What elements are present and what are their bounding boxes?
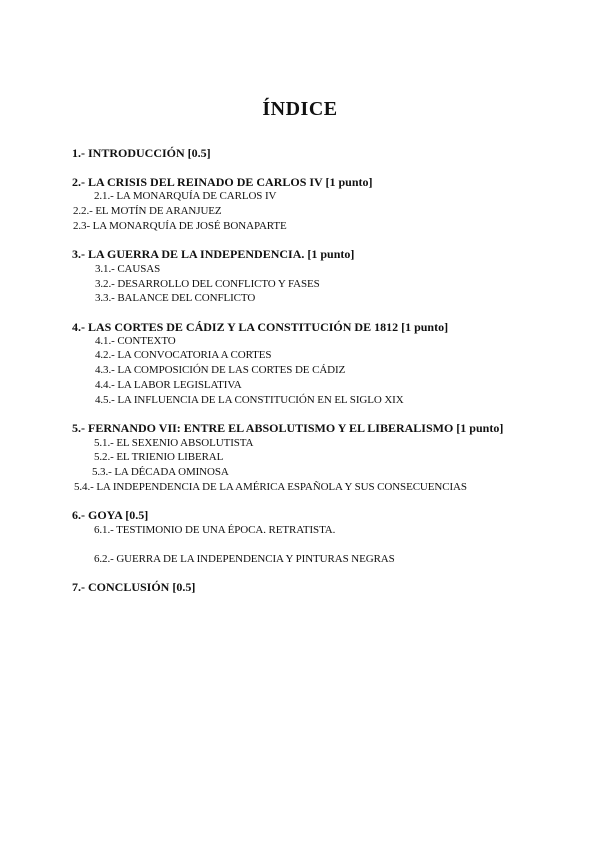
toc-subsection-2-3: 2.3- LA MONARQUÍA DE JOSÉ BONAPARTE [73,220,287,232]
toc-subsection-3-3: 3.3.- BALANCE DEL CONFLICTO [95,292,256,304]
toc-subsection-3-2: 3.2.- DESARROLLO DEL CONFLICTO Y FASES [95,278,320,290]
toc-section-7: 7.- CONCLUSIÓN [0.5] [72,580,196,594]
toc-subsection-6-2: 6.2.- GUERRA DE LA INDEPENDENCIA Y PINTURAS NEGRAS [94,553,395,565]
toc-subsection-4-2: 4.2.- LA CONVOCATORIA A CORTES [95,349,272,361]
toc-subsection-5-4: 5.4.- LA INDEPENDENCIA DE LA AMÉRICA ESPAÑOLA Y SUS CONSECUENCIAS [74,481,467,493]
toc-section-1: 1.- INTRODUCCIÓN [0.5] [72,146,211,160]
page-title: ÍNDICE [262,98,338,120]
toc-subsection-4-4: 4.4.- LA LABOR LEGISLATIVA [95,379,242,391]
toc-subsection-3-1: 3.1.- CAUSAS [95,263,161,275]
toc-section-3: 3.- LA GUERRA DE LA INDEPENDENCIA. [1 punto] [72,247,355,261]
toc-subsection-2-1: 2.1.- LA MONARQUÍA DE CARLOS IV [94,190,277,202]
toc-subsection-5-1: 5.1.- EL SEXENIO ABSOLUTISTA [94,437,254,449]
toc-section-6: 6.- GOYA [0.5] [72,508,149,522]
toc-section-2: 2.- LA CRISIS DEL REINADO DE CARLOS IV [1 punto] [72,175,373,189]
toc-subsection-4-3: 4.3.- LA COMPOSICIÓN DE LAS CORTES DE CÁDIZ [95,364,346,376]
toc-subsection-5-2: 5.2.- EL TRIENIO LIBERAL [94,451,224,463]
toc-subsection-5-3: 5.3.- LA DÉCADA OMINOSA [92,466,229,478]
toc-subsection-4-5: 4.5.- LA INFLUENCIA DE LA CONSTITUCIÓN EN EL SIGLO XIX [95,394,404,406]
toc-subsection-2-2: 2.2.- EL MOTÍN DE ARANJUEZ [73,205,222,217]
toc-subsection-6-1: 6.1.- TESTIMONIO DE UNA ÉPOCA. RETRATISTA. [94,524,336,536]
toc-section-5: 5.- FERNANDO VII: ENTRE EL ABSOLUTISMO Y EL LIBERALISMO [1 punto] [72,421,504,435]
toc-section-4: 4.- LAS CORTES DE CÁDIZ Y LA CONSTITUCIÓN DE 1812 [1 punto] [72,320,449,334]
toc-subsection-4-1: 4.1.- CONTEXTO [95,335,176,347]
